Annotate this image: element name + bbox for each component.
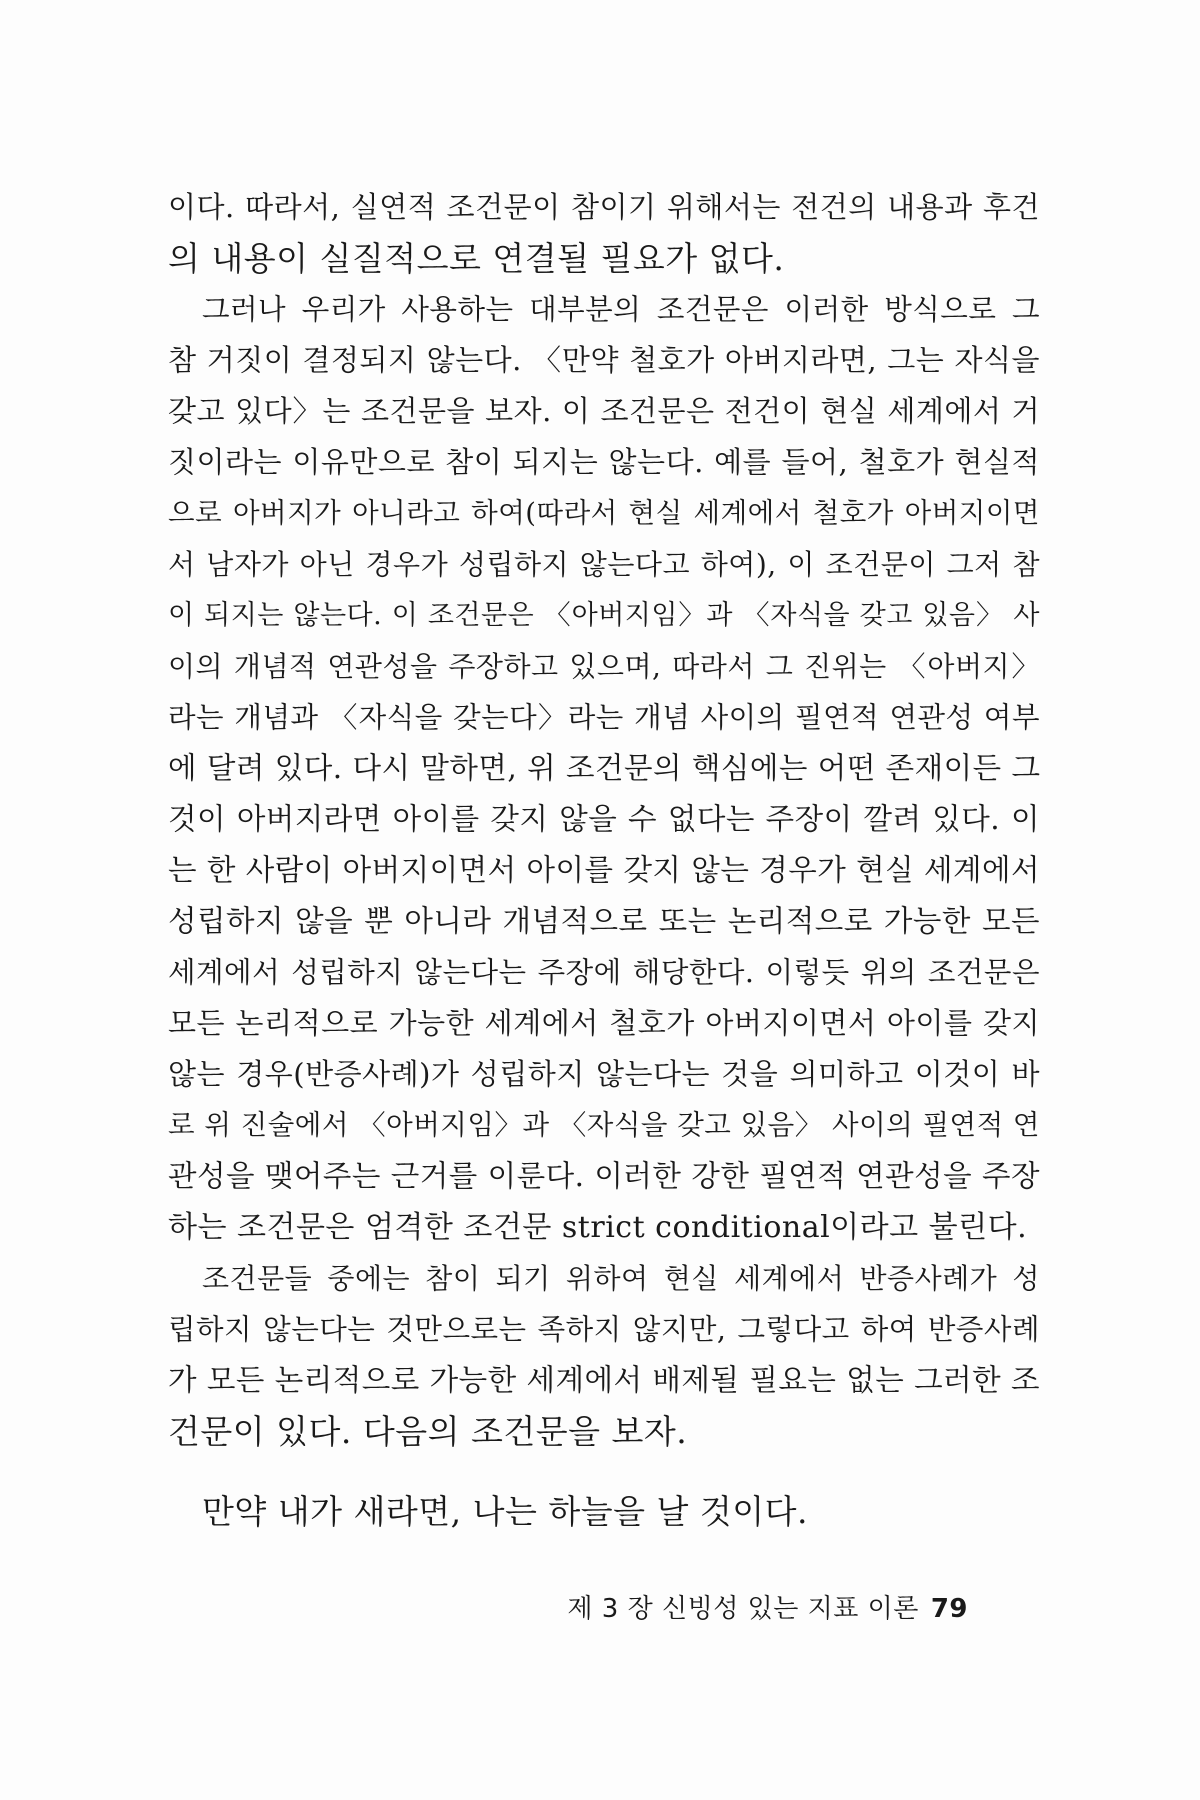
- text-line: 립하지 않는다는 것만으로는 족하지 않지만, 그렇다고 하여 반증사례: [168, 1313, 1040, 1346]
- text-line: 하는 조건문은 엄격한 조건문 strict conditional이라고 불린다.: [168, 1210, 1028, 1245]
- page-footer: [567, 1591, 968, 1627]
- text-line: 않는 경우(반증사례)가 성립하지 않는다는 것을 의미하고 이것이 바: [168, 1057, 1040, 1091]
- text-line: 의 내용이 실질적으로 연결될 필요가 없다.: [168, 239, 785, 278]
- body-text: [168, 182, 1040, 1457]
- text-line: 모든 논리적으로 가능한 세계에서 철호가 아버지이면서 아이를 갖지: [168, 1006, 1040, 1040]
- text-line: 라는 개념과 〈자식을 갖는다〉라는 개념 사이의 필연적 연관성 여부: [168, 701, 1040, 734]
- text-line: 이 되지는 않는다. 이 조건문은 〈아버지임〉과 〈자식을 갖고 있음〉 사: [168, 600, 1040, 631]
- text-line: 성립하지 않을 뿐 아니라 개념적으로 또는 논리적으로 가능한 모든: [168, 904, 1040, 938]
- text-line: 가 모든 논리적으로 가능한 세계에서 배제될 필요는 없는 그러한 조: [168, 1363, 1040, 1397]
- chapter-title: 제 3 장 신빙성 있는 지표 이론: [567, 1594, 919, 1624]
- text-line: 관성을 맺어주는 근거를 이룬다. 이러한 강한 필연적 연관성을 주장: [168, 1159, 1040, 1193]
- text-line: 그러나 우리가 사용하는 대부분의 조건문은 이러한 방식으로 그: [202, 293, 1040, 326]
- text-line: 갖고 있다〉는 조건문을 보자. 이 조건문은 전건이 현실 세계에서 거: [168, 394, 1040, 428]
- text-line: 서 남자가 아닌 경우가 성립하지 않는다고 하여), 이 조건문이 그저 참: [168, 548, 1040, 581]
- text-line: 것이 아버지라면 아이를 갖지 않을 수 없다는 주장이 깔려 있다. 이: [168, 802, 1040, 836]
- example-sentence: 만약 내가 새라면, 나는 하늘을 날 것이다.: [202, 1492, 808, 1531]
- text-line: 세계에서 성립하지 않는다는 주장에 해당한다. 이렇듯 위의 조건문은: [168, 956, 1040, 989]
- text-line: 로 위 진술에서 〈아버지임〉과 〈자식을 갖고 있음〉 사이의 필연적 연: [168, 1109, 1040, 1141]
- text-line: 참 거짓이 결정되지 않는다. 〈만약 철호가 아버지라면, 그는 자식을: [168, 343, 1040, 377]
- text-line: 는 한 사람이 아버지이면서 아이를 갖지 않는 경우가 현실 세계에서: [168, 853, 1040, 887]
- text-line: 이다. 따라서, 실연적 조건문이 참이기 위해서는 전건의 내용과 후건: [168, 190, 1040, 224]
- text-line: 이의 개념적 연관성을 주장하고 있으며, 따라서 그 진위는 〈아버지〉: [168, 650, 1040, 683]
- text-line: 짓이라는 이유만으로 참이 되지는 않는다. 예를 들어, 철호가 현실적: [168, 445, 1040, 479]
- text-line: 에 달려 있다. 다시 말하면, 위 조건문의 핵심에는 어떤 존재이든 그: [168, 751, 1041, 785]
- text-line: 건문이 있다. 다음의 조건문을 보자.: [168, 1412, 688, 1451]
- text-line: 조건문들 중에는 참이 되기 위하여 현실 세계에서 반증사례가 성: [202, 1262, 1040, 1295]
- text-line: 으로 아버지가 아니라고 하여(따라서 현실 세계에서 철호가 아버지이면: [168, 497, 1040, 529]
- page-number: 79: [930, 1594, 968, 1624]
